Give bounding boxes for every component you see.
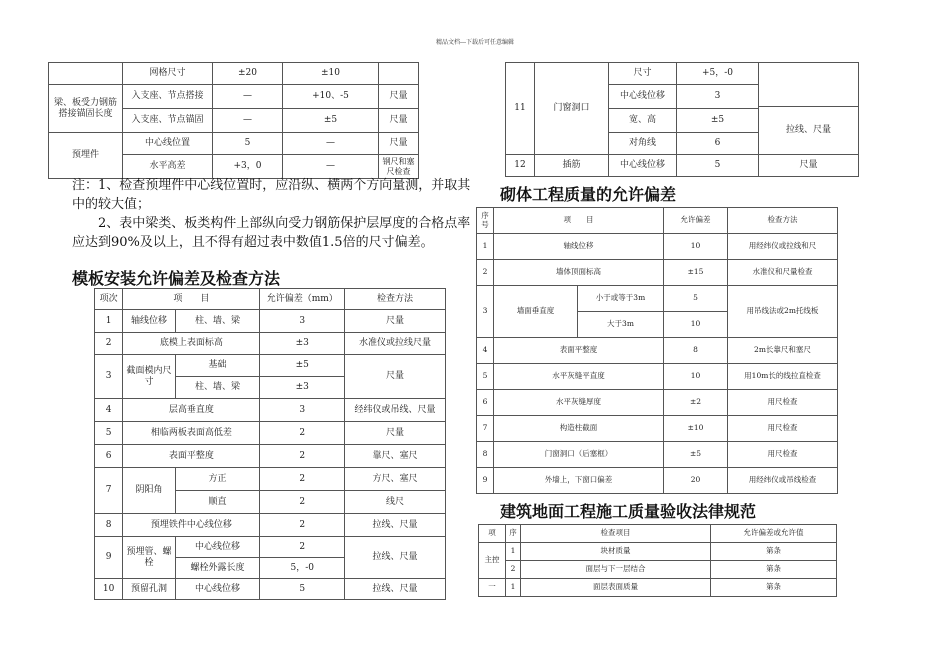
support-lap: 入支座、节点搭接	[123, 85, 213, 109]
row-no: 7	[95, 468, 123, 514]
row-sub: 螺栓外露长度	[175, 558, 260, 579]
rebar-table	[48, 62, 419, 179]
row-no: 9	[477, 468, 494, 494]
row-sub: 宽、高	[609, 109, 677, 133]
row-tol: 2	[260, 422, 345, 445]
row-no: 10	[95, 579, 123, 600]
row-item: 预留孔洞	[123, 579, 175, 600]
row-item: 面层与下一层结合	[521, 561, 711, 579]
row-item: 外墙上，下窗口偏差	[494, 468, 664, 494]
support-lap-tol-1: —	[213, 85, 283, 109]
note-1a: 注：1、检查预埋件中心线位置时，应沿纵、横两个方向量测，并取其	[72, 178, 471, 193]
table-header-row	[479, 525, 837, 543]
table-row	[95, 355, 446, 377]
row-tol: ±2	[664, 390, 728, 416]
row-method: 靠尺、塞尺	[345, 445, 446, 468]
row-item: 门窗洞口（后塞框）	[494, 442, 664, 468]
col-header: 检查项目	[521, 525, 711, 543]
row-tol: 2	[260, 445, 345, 468]
table-row	[95, 399, 446, 422]
row-method: 拉线、尺量	[345, 579, 446, 600]
row-value: 第条	[711, 579, 837, 597]
col-header: 允许偏差（mm）	[260, 289, 345, 310]
row-no: 12	[506, 155, 535, 177]
formwork-title: 模板安装允许偏差及检查方法	[72, 269, 281, 288]
row-sub: 方正	[175, 468, 260, 491]
row-method: 方尺、塞尺	[345, 468, 446, 491]
row-tol: 2	[260, 514, 345, 537]
center-line: 中心线位置	[123, 133, 213, 155]
table-row	[477, 234, 838, 260]
note-1b: 中的较大值；	[72, 197, 151, 212]
row-tol: 3	[260, 310, 345, 333]
row-value: 第条	[711, 543, 837, 561]
row-item: 门窗洞口	[535, 63, 609, 155]
row-tol: ±15	[664, 260, 728, 286]
row-item: 表面平整度	[494, 338, 664, 364]
row-method: 用尺检查	[728, 416, 838, 442]
col-header: 检查方法	[728, 208, 838, 234]
table-row	[95, 468, 446, 491]
row-sub: 尺寸	[609, 63, 677, 85]
row-no: 1	[477, 234, 494, 260]
group-label: 一	[479, 579, 506, 597]
table-row	[477, 390, 838, 416]
row-tol: ±3	[260, 333, 345, 355]
row-sub: 中心线位移	[175, 579, 260, 600]
row-no: 3	[477, 286, 494, 338]
row-item: 相临两板表面高低差	[123, 422, 260, 445]
row-item: 墙面垂直度	[494, 286, 578, 338]
table-row	[477, 442, 838, 468]
row-tol: +5，-0	[677, 63, 759, 85]
row-sub: 柱、墙、梁	[175, 310, 260, 333]
row-item: 表面平整度	[123, 445, 260, 468]
row-method: 尺量	[345, 422, 446, 445]
col-header: 序号	[477, 208, 494, 234]
table-row	[95, 422, 446, 445]
row-sub: 中心线位移	[609, 85, 677, 109]
row-no: 8	[477, 442, 494, 468]
row-method: 用10m长的线拉直检查	[728, 364, 838, 390]
row-no: 2	[506, 561, 521, 579]
grid-tol-1: ±20	[213, 63, 283, 85]
row-tol: ±5	[260, 355, 345, 377]
row-tol: 10	[664, 234, 728, 260]
row-method: 拉线、尺量	[759, 107, 859, 155]
level-tol-1: +3，0	[213, 155, 283, 179]
row-no: 9	[95, 537, 123, 579]
row-sub: 柱、墙、梁	[175, 377, 260, 399]
row-item: 预埋铁件中心线位移	[123, 514, 260, 537]
support-anchor-tol-2: ±5	[283, 109, 379, 133]
row-method: 用经纬仪或拉线和尺	[728, 234, 838, 260]
table-row	[477, 364, 838, 390]
row-method: 线尺	[345, 491, 446, 514]
embedded-group-label: 预埋件	[49, 133, 123, 179]
col-header: 允许偏差	[664, 208, 728, 234]
col-header: 项 目	[494, 208, 664, 234]
table-row	[506, 63, 859, 85]
masonry-title: 砌体工程质量的允许偏差	[500, 185, 677, 204]
row-no: 5	[95, 422, 123, 445]
row-no: 1	[506, 579, 521, 597]
level-diff: 水平高差	[123, 155, 213, 179]
page-header: 精品文档---下载后可任意编辑	[435, 39, 515, 46]
row-item: 水平灰缝平直度	[494, 364, 664, 390]
row-tol: 2	[260, 468, 345, 491]
row-no: 1	[95, 310, 123, 333]
row-item: 插筋	[535, 155, 609, 177]
row-method: 经纬仪或吊线、尺量	[345, 399, 446, 422]
col-header: 项次	[95, 289, 123, 310]
table-row	[95, 310, 446, 333]
row-method: 尺量	[345, 310, 446, 333]
row-method: 用经纬仪或吊线检查	[728, 468, 838, 494]
table-row	[479, 579, 837, 597]
row-method: 用尺检查	[728, 390, 838, 416]
row-item: 面层表面质量	[521, 579, 711, 597]
table-header-row	[477, 208, 838, 234]
table-row	[506, 155, 859, 177]
support-lap-method: 尺量	[379, 85, 419, 109]
support-anchor-tol-1: —	[213, 109, 283, 133]
row-tol: 2	[260, 537, 345, 558]
row-no: 5	[477, 364, 494, 390]
row-sub: 大于3m	[578, 312, 664, 338]
table-row	[95, 579, 446, 600]
note-2b: 应达到90%及以上，且不得有超过表中数值1.5倍的尺寸偏差。	[72, 235, 434, 250]
row-no: 6	[95, 445, 123, 468]
masonry-table	[476, 207, 838, 494]
table-row	[477, 286, 838, 312]
group-label: 主控	[479, 543, 506, 579]
center-tol-1: 5	[213, 133, 283, 155]
row-tol: ±5	[677, 109, 759, 133]
row-tol: 3	[260, 399, 345, 422]
row-tol: ±3	[260, 377, 345, 399]
row-method: 尺量	[759, 155, 859, 177]
center-method: 尺量	[379, 133, 419, 155]
row-no: 2	[477, 260, 494, 286]
row-value: 第条	[711, 561, 837, 579]
row-item: 轴线位移	[494, 234, 664, 260]
row-tol: 5	[677, 155, 759, 177]
row-item: 块材质量	[521, 543, 711, 561]
row-item: 轴线位移	[123, 310, 175, 333]
table-row	[477, 338, 838, 364]
row-tol: 2	[260, 491, 345, 514]
table-row	[477, 468, 838, 494]
table-row	[95, 514, 446, 537]
grid-label: 网格尺寸	[123, 63, 213, 85]
table-row	[479, 543, 837, 561]
formwork-table	[94, 288, 446, 600]
row-sub: 小于或等于3m	[578, 286, 664, 312]
row-sub: 中心线位移	[609, 155, 677, 177]
support-anchor: 入支座、节点锚固	[123, 109, 213, 133]
support-anchor-method: 尺量	[379, 109, 419, 133]
table-row	[95, 333, 446, 355]
row-tol: 8	[664, 338, 728, 364]
table-row	[95, 537, 446, 558]
row-tol: 5	[664, 286, 728, 312]
row-tol: 6	[677, 133, 759, 155]
col-header: 允许偏差或允许值	[711, 525, 837, 543]
row-method: 拉线、尺量	[345, 537, 446, 579]
center-tol-2: —	[283, 133, 379, 155]
table-row	[95, 445, 446, 468]
row-tol: ±10	[664, 416, 728, 442]
floor-title: 建筑地面工程施工质量验收法律规范	[500, 502, 757, 521]
row-no: 11	[506, 63, 535, 155]
table-row	[479, 561, 837, 579]
table-header-row	[95, 289, 446, 310]
note-2a: 2、表中梁类、板类构件上部纵向受力钢筋保护层厚度的合格点率	[98, 216, 471, 231]
row-tol: 5，-0	[260, 558, 345, 579]
openings-table	[505, 62, 859, 177]
row-method: 水准仪或拉线尺量	[345, 333, 446, 355]
row-method: 用尺检查	[728, 442, 838, 468]
row-sub: 对角线	[609, 133, 677, 155]
col-header: 检查方法	[345, 289, 446, 310]
row-method: 水准仪和尺量检查	[728, 260, 838, 286]
row-method: 用吊线法或2m托线板	[728, 286, 838, 338]
row-tol: 10	[664, 364, 728, 390]
row-item: 截面模内尺寸	[123, 355, 175, 399]
row-no: 4	[95, 399, 123, 422]
col-header: 项	[479, 525, 506, 543]
row-tol: 3	[677, 85, 759, 109]
level-method: 钢尺和塞尺检查	[379, 155, 419, 179]
row-method: 尺量	[345, 355, 446, 399]
grid-tol-2: ±10	[283, 63, 379, 85]
row-item: 水平灰缝厚度	[494, 390, 664, 416]
row-item: 层高垂直度	[123, 399, 260, 422]
row-tol: ±5	[664, 442, 728, 468]
floor-table	[478, 524, 837, 597]
row-tol: 10	[664, 312, 728, 338]
row-no: 4	[477, 338, 494, 364]
row-sub: 基础	[175, 355, 260, 377]
table-row	[477, 416, 838, 442]
col-header: 序	[506, 525, 521, 543]
row-method: 拉线、尺量	[345, 514, 446, 537]
row-tol: 5	[260, 579, 345, 600]
row-sub: 中心线位移	[175, 537, 260, 558]
row-no: 3	[95, 355, 123, 399]
level-tol-2: —	[283, 155, 379, 179]
col-header: 项 目	[123, 289, 260, 310]
table-row	[49, 85, 419, 109]
row-item: 预埋管、螺栓	[123, 537, 175, 579]
row-tol: 20	[664, 468, 728, 494]
row-no: 6	[477, 390, 494, 416]
table-row	[49, 63, 419, 85]
table-row	[477, 260, 838, 286]
row-no: 2	[95, 333, 123, 355]
row-item: 构造柱截面	[494, 416, 664, 442]
row-no: 7	[477, 416, 494, 442]
row-item: 底模上表面标高	[123, 333, 260, 355]
row-item: 阴阳角	[123, 468, 175, 514]
row-method: 2m长靠尺和塞尺	[728, 338, 838, 364]
row-no: 1	[506, 543, 521, 561]
row-item: 墙体顶面标高	[494, 260, 664, 286]
support-lap-tol-2: +10、-5	[283, 85, 379, 109]
table-row	[49, 133, 419, 155]
notes	[72, 176, 472, 252]
row-no: 8	[95, 514, 123, 537]
row-sub: 顺直	[175, 491, 260, 514]
rebar-group-label: 梁、板受力钢筋搭接锚固长度	[49, 85, 123, 133]
